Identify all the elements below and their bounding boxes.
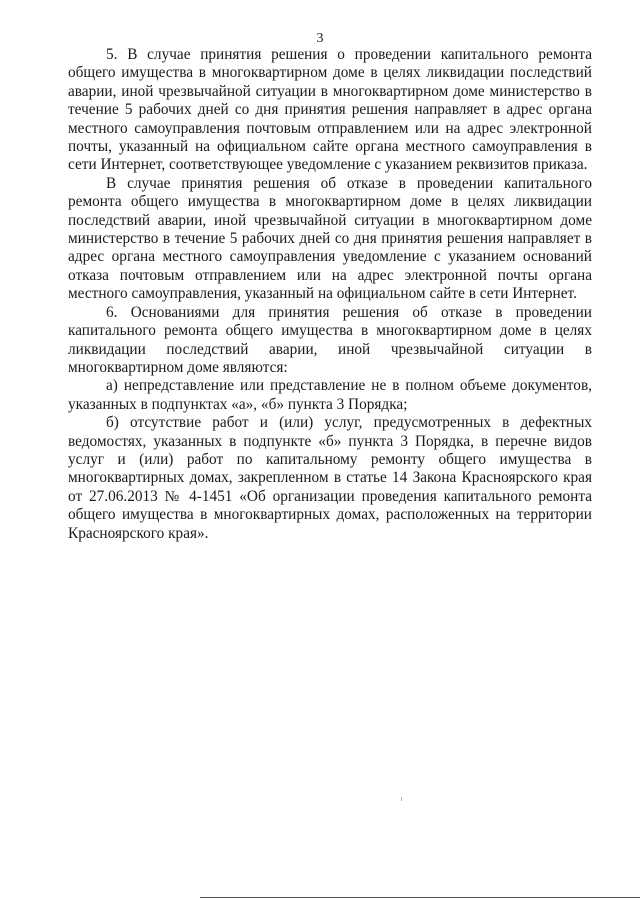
list-item-ground-a: а) непредставление или представление не в полном объеме документов, указанных в подпунктах «а», «б» пункта 3 Порядка; xyxy=(68,377,592,413)
paragraph-6-refusal-grounds: 6. Основаниями для принятия решения об отказе в проведении капитального ремонта общего имущества в многоквартирном доме в целях ликвидации последствий аварии, иной чрезвычайной ситуации в многоквартирном доме являются: xyxy=(68,303,592,376)
document-body xyxy=(68,46,592,543)
bottom-scan-line xyxy=(200,897,640,898)
page-number: 3 xyxy=(316,31,324,46)
paragraph-5-decision-notice: 5. В случае принятия решения о проведении капитального ремонта общего имущества в многоквартирном доме в целях ликвидации последствий аварии, иной чрезвычайной ситуации в многоквартирном доме министерство в течение 5 рабочих дней со дня принятия решения направляет в адрес органа местного самоуправления почтовым отправлением или на адрес электронной почты, указанный на официальном сайте органа местного самоуправления в сети Интернет, соответствующее уведомление с указанием реквизитов приказа. xyxy=(68,46,592,174)
paragraph-refusal-notice: В случае принятия решения об отказе в проведении капитального ремонта общего имущества в многоквартирном доме в целях ликвидации последствий аварии, иной чрезвычайной ситуации в многоквартирном доме министерство в течение 5 рабочих дней со дня принятия решения направляет в адрес органа местного самоуправления уведомление с указанием оснований отказа почтовым отправлением или на адрес электронной почты органа местного самоуправления, указанный на официальном сайте в сети Интернет. xyxy=(68,174,592,303)
list-item-ground-b: б) отсутствие работ и (или) услуг, предусмотренных в дефектных ведомостях, указанных в подпункте «б» пункта 3 Порядка, в перечне видов услуг и (или) работ по капитальному ремонту общего имущества в многоквартирных домах, закрепленном в статье 14 Закона Красноярского края от 27.06.2013 № 4-1451 «Об организации проведения капитального ремонта общего имущества в многоквартирных домах, расположенных на территории Красноярского края». xyxy=(68,414,592,542)
scan-speck xyxy=(401,797,402,801)
